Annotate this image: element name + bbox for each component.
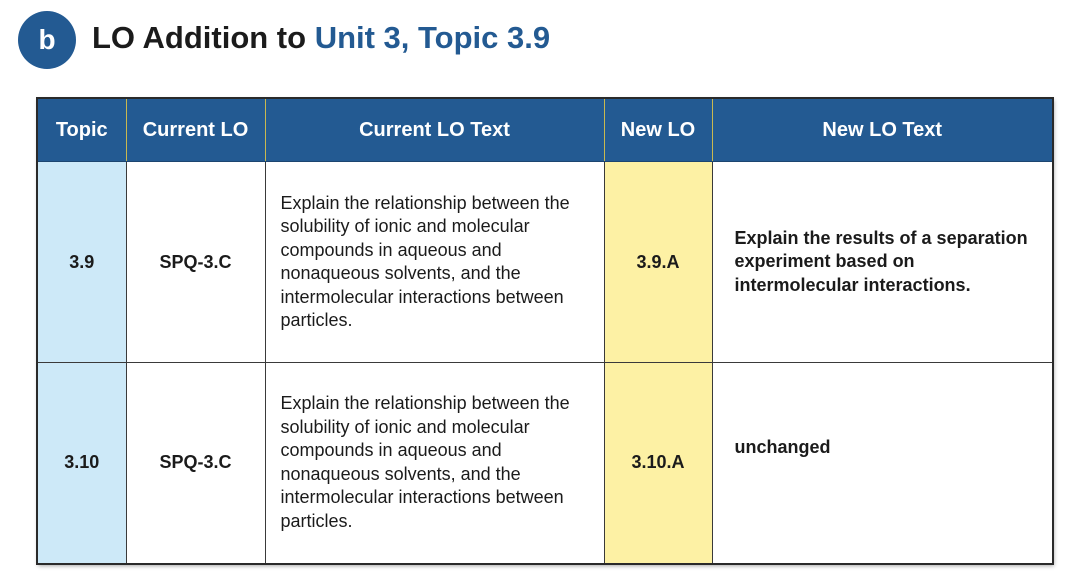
cell-new-lo-text: Explain the results of a separation experiment based on intermolecular interactions. [712,162,1053,363]
cell-new-lo-text [712,363,1053,564]
header-current-lo: Current LO [126,98,265,162]
title-accent: Unit 3, Topic 3.9 [314,20,551,55]
cell-new-lo: 3.9.A [604,162,712,363]
title-prefix: LO Addition to [92,20,315,55]
lo-table [36,97,1054,565]
page-title [92,18,550,58]
cell-current-lo: SPQ-3.C [126,162,265,363]
table-header-row [37,98,1053,162]
section-badge: b [18,11,76,69]
table-row [37,363,1053,564]
cell-topic: 3.9 [37,162,126,363]
header-topic: Topic [37,98,126,162]
new-lo-text-value: unchanged [734,437,831,457]
lo-table-container [36,97,1052,563]
header-new-lo: New LO [604,98,712,162]
cell-current-lo-text: Explain the relationship between the solubility of ionic and molecular compounds in aqueous and nonaqueous solvents, and the intermolecular interactions between particles. [265,162,604,363]
header-current-lo-text: Current LO Text [265,98,604,162]
cell-current-lo: SPQ-3.C [126,363,265,564]
cell-topic: 3.10 [37,363,126,564]
cell-new-lo: 3.10.A [604,363,712,564]
cell-current-lo-text: Explain the relationship between the solubility of ionic and molecular compounds in aqueous and nonaqueous solvents, and the intermolecular interactions between particles. [265,363,604,564]
header-new-lo-text: New LO Text [712,98,1053,162]
table-row [37,162,1053,363]
